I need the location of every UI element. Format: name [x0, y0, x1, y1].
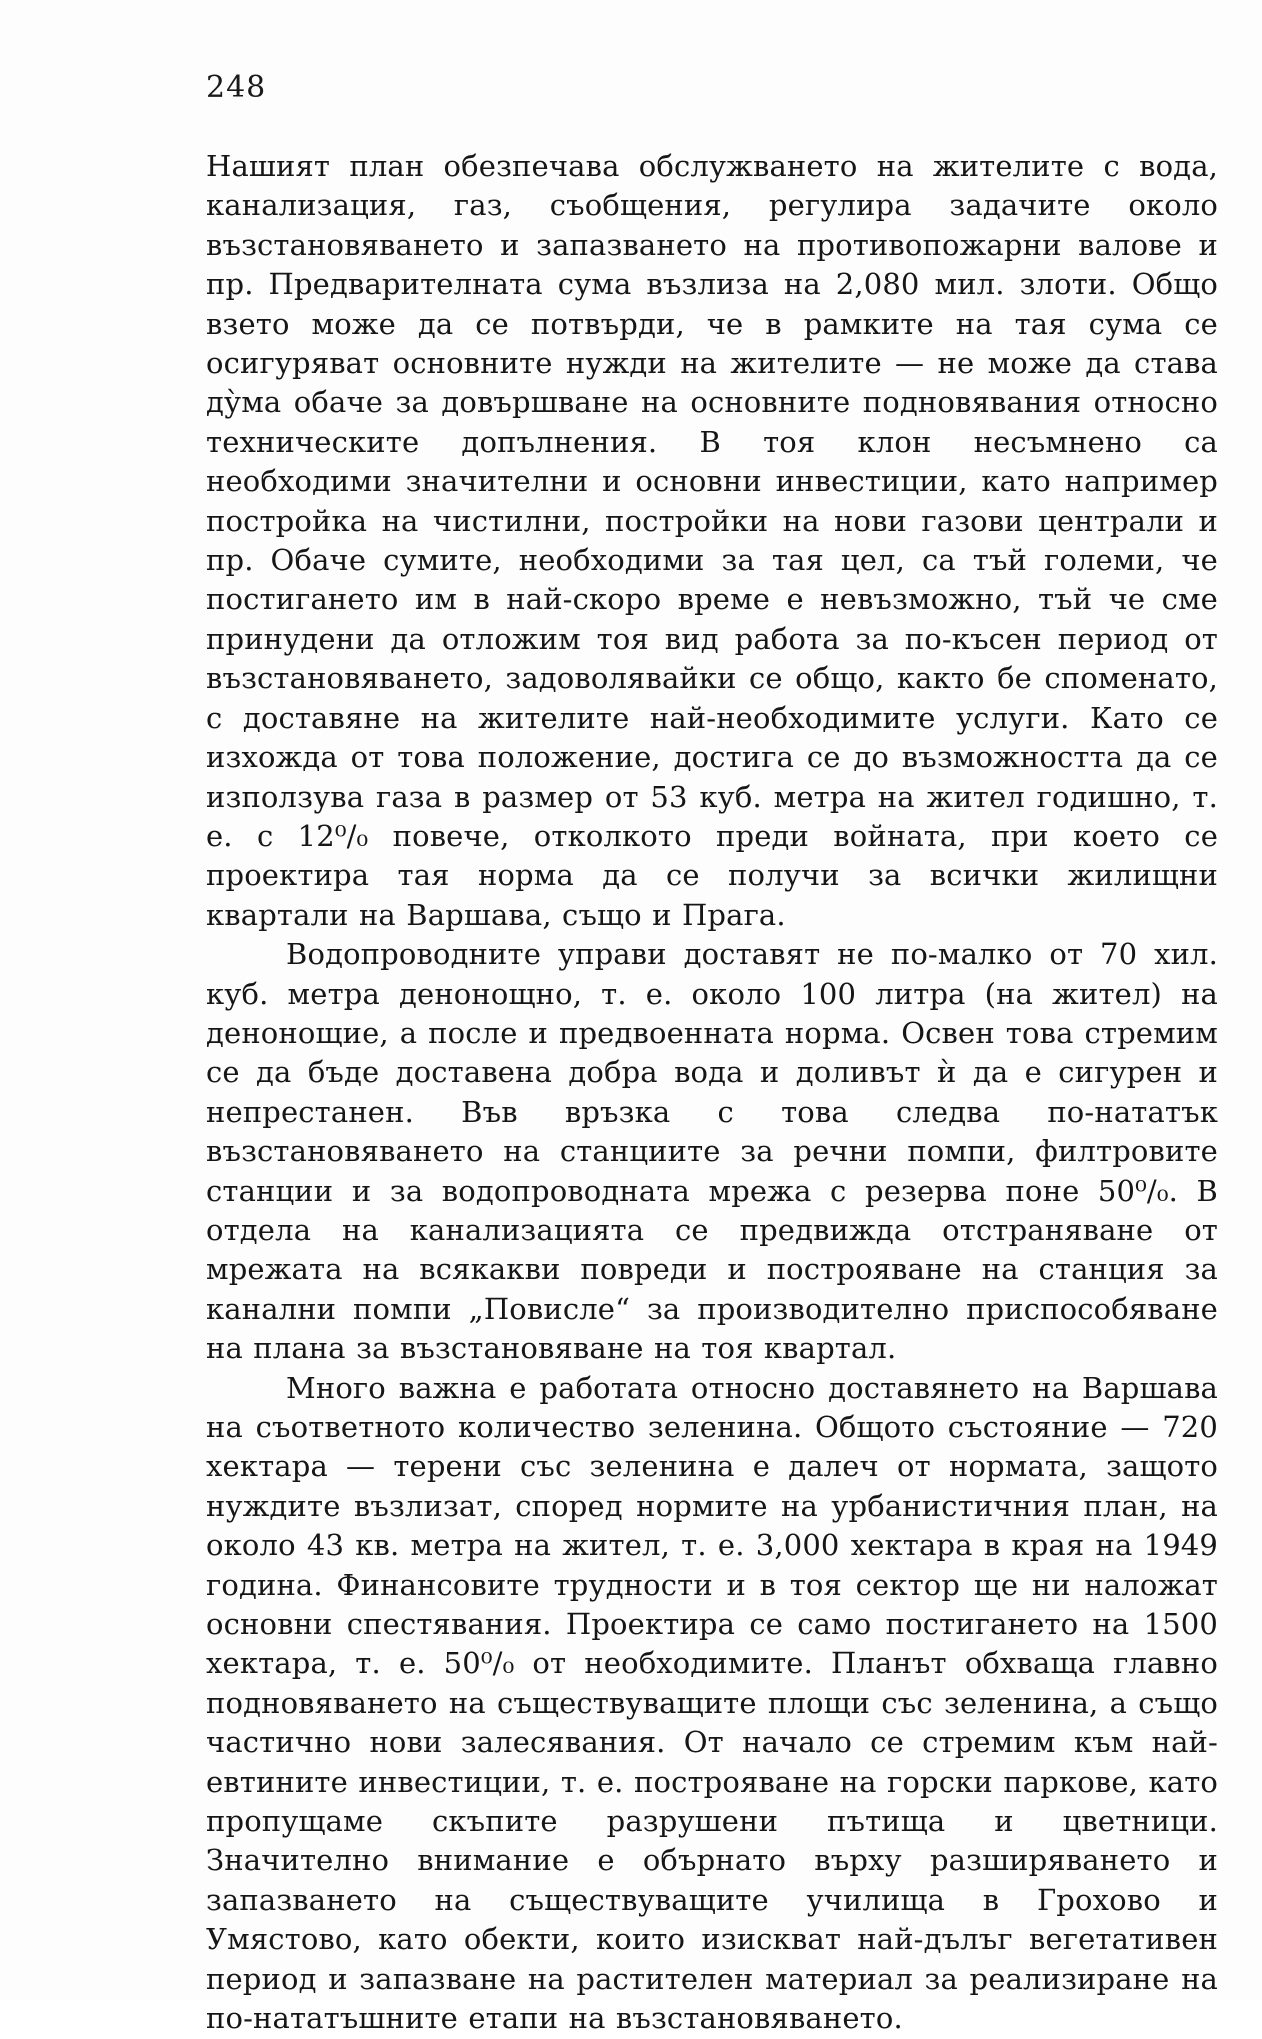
body-text: [206, 147, 1218, 2039]
page-number: 248: [206, 70, 267, 105]
paragraph-utilities: Нашият план обезпечава обслужването на жителите с вода, канализация, газ, съобщения, регулира задачите около възстановяването и запазването на противопожарни валове и пр. Предварителната сума възлиза на 2,080 мил. злоти. Общо взето може да се потвърди, че в рамките на тая сума се осигуряват основните нужди на жителите — не може да става ду̀ма обаче за довършване на основните подновявания относно техническите допълнения. В тоя клон несъмнено са необходими значителни и основни инвестиции, като например постройка на чистилни, постройки на нови газови централи и пр. Обаче сумите, необходими за тая цел, са тъй големи, че постигането им в най-скоро време е невъзможно, тъй че сме принудени да отложим тоя вид работа за по-късен период от възстановяването, задоволявайки се общо, както бе споменато, с доставяне на жителите най-необходимите услуги. Като се изхожда от това положение, достига се до възможността да се използува газа в размер от 53 куб. метра на жител годишно, т. е. с 12⁰/₀ повече, отколкото преди войната, при което се проектира тая норма да се получи за всички жилищни квартали на Варшава, също и Прага.: [206, 149, 1218, 932]
paragraph-greenery: Много важна е работата относно доставянето на Варшава на съответното количество зеленина. Общото състояние — 720 хектара — терени със зеленина е далеч от нормата, защото нуждите възлизат, според нормите на урбанистичния план, на около 43 кв. метра на жител, т. е. 3,000 хектара в края на 1949 година. Финансовите трудности и в тоя сектор ще ни наложат основни спестявания. Проектира се само постигането на 1500 хектара, т. е. 50⁰/₀ от необходимите. Планът обхваща главно подновяването на съществуващите площи със зеленина, а също частично нови залесявания. От начало се стремим към най-евтините инвестиции, т. е. построяване на горски паркове, като пропущаме скъпите разрушени пътища и цветници. Значително внимание е обърнато върху разширяването и запазването на съществуващите училища в Грохово и Умястово, като обекти, които изискват най-дълъг вегетативен период и запазване на растителен материал за реализиране на по-нататъшните етапи на възстановяването.: [206, 1370, 1218, 2036]
paragraph-water-supply: Водопроводните управи доставят не по-малко от 70 хил. куб. метра денонощно, т. е. около 100 литра (на жител) на денонощие, а после и предвоенната норма. Освен това стремим се да бъде доставена добра вода и доливът ѝ да е сигурен и непрестанен. Във връзка с това следва по-нататък възстановяването на станциите за речни помпи, филтровите станции и за водопроводната мрежа с резерва поне 50⁰/₀. В отдела на канализацията се предвижда отстраняване от мрежата на всякакви повреди и построяване на станция за канални помпи „Повисле“ за производително приспособяване на плана за възстановяване на тоя квартал.: [206, 937, 1218, 1366]
